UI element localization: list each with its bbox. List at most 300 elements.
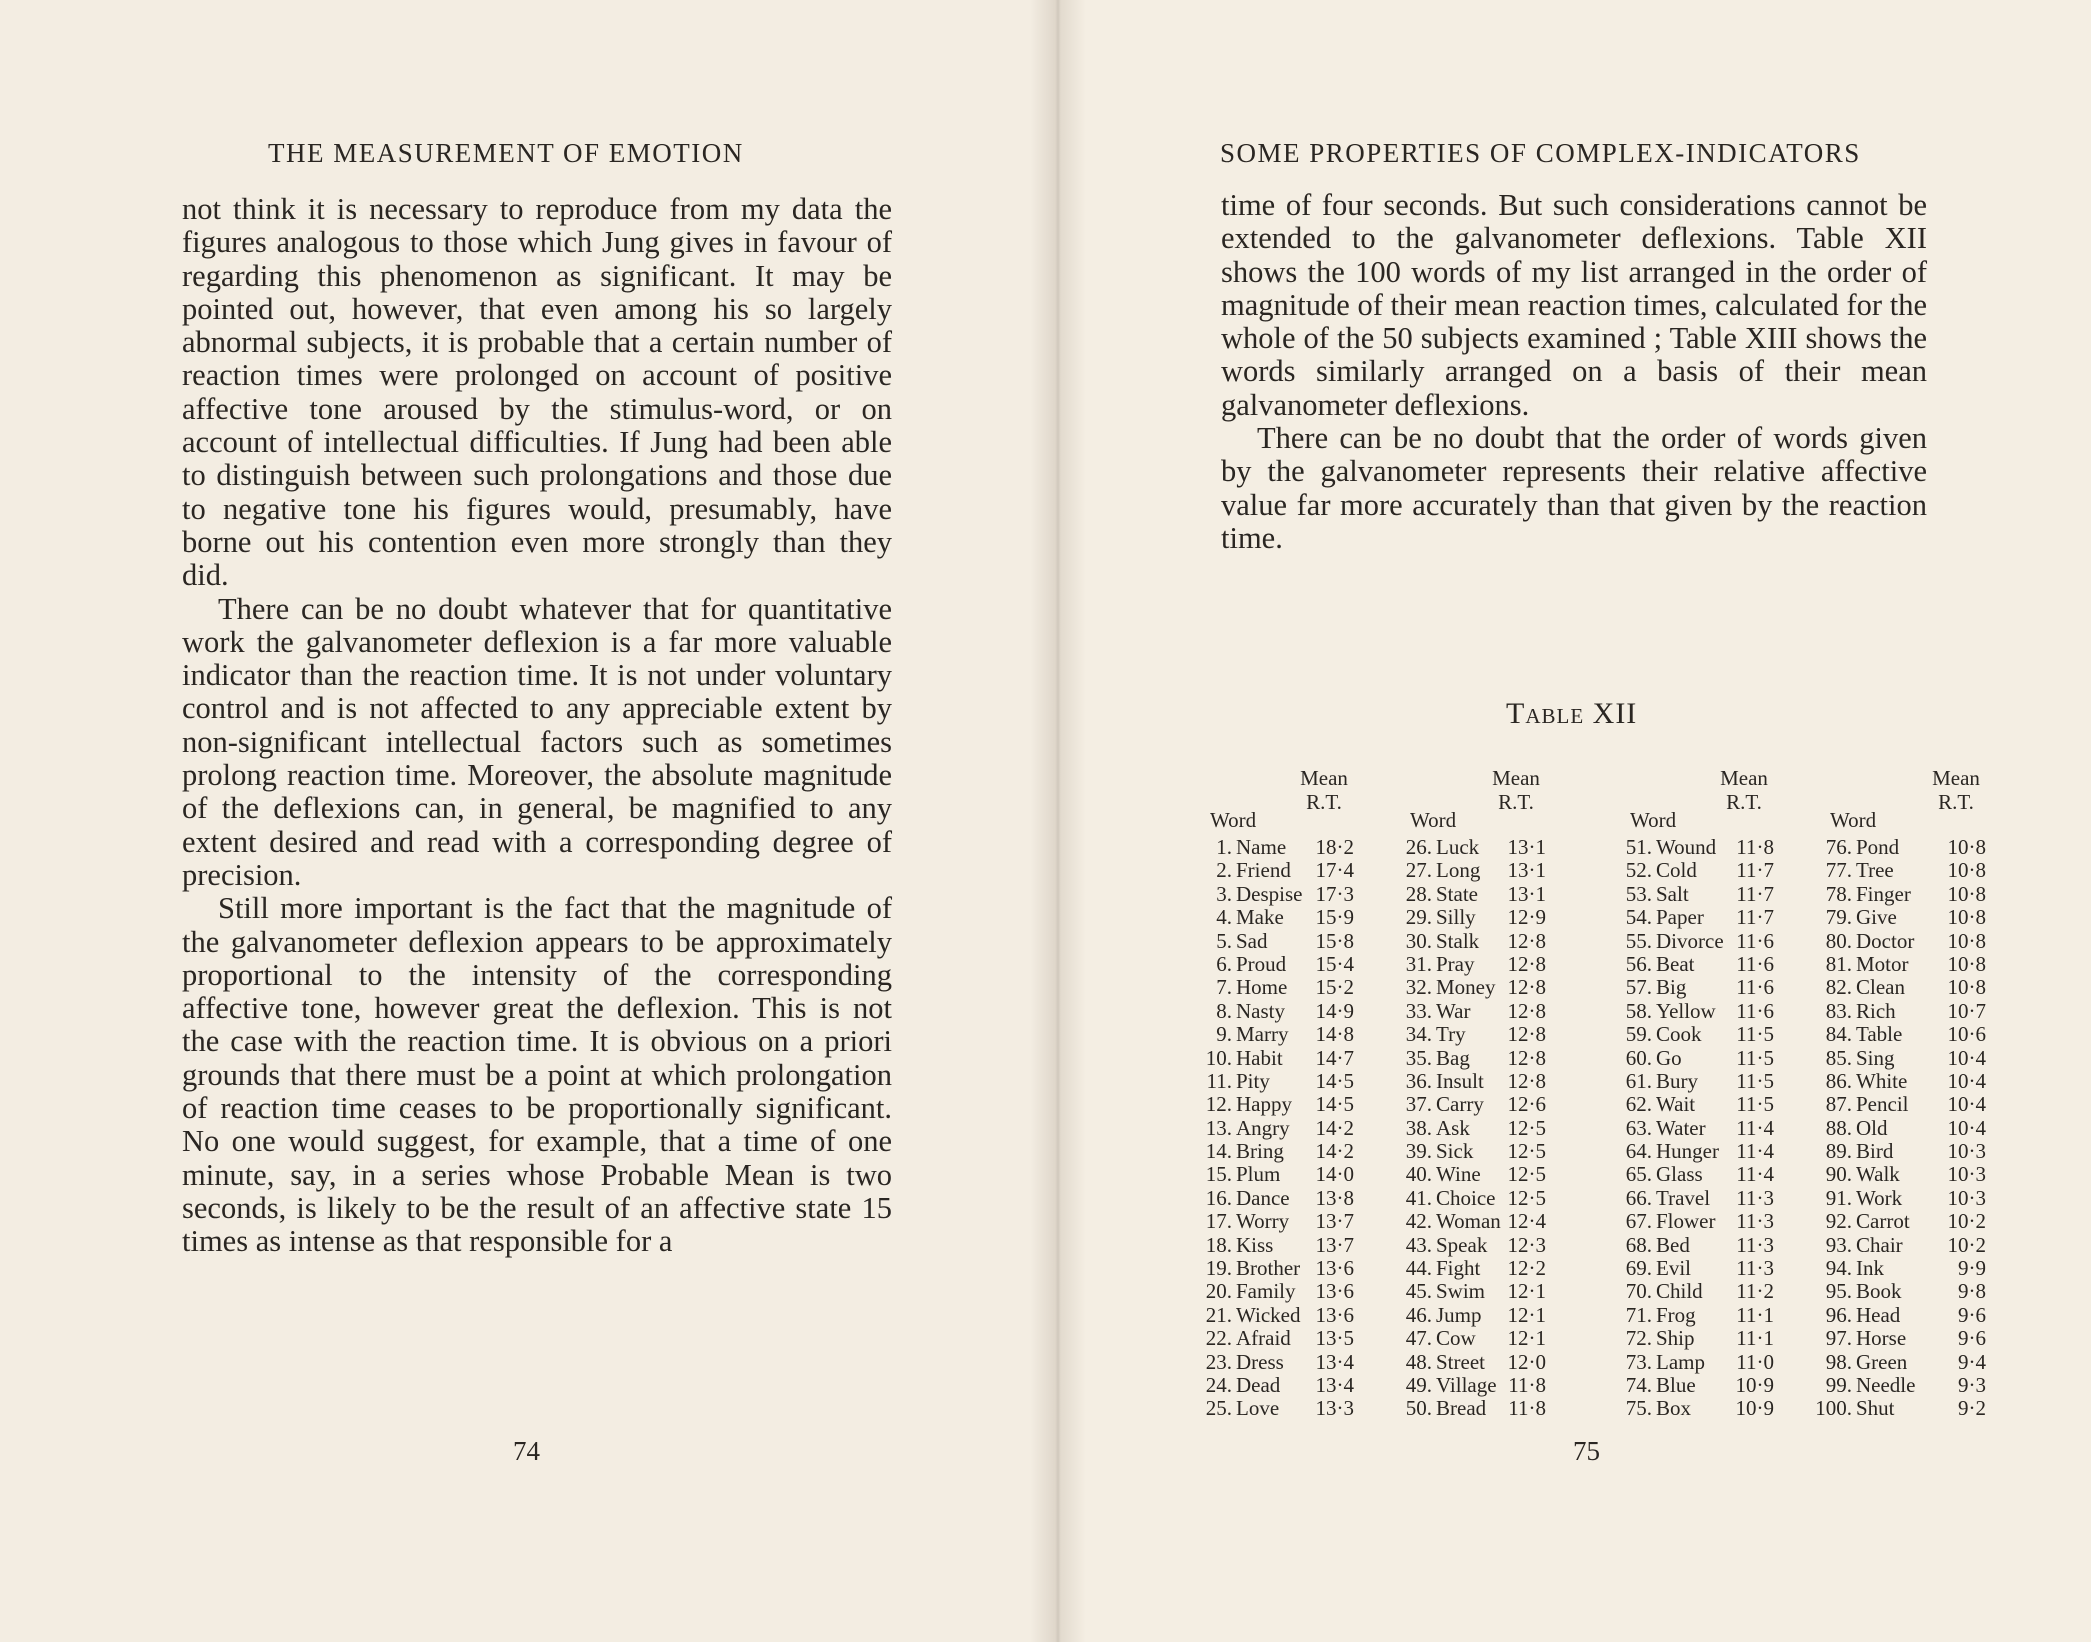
table-row [1800, 1000, 2010, 1023]
row-word: Family [1236, 1279, 1296, 1304]
table-row [1800, 1023, 2010, 1046]
row-number: 16. [1205, 1185, 1232, 1210]
row-mean-rt: 12·5 [1507, 1139, 1546, 1164]
row-number: 38. [1405, 1115, 1432, 1140]
row-word: Ink [1856, 1256, 1884, 1281]
row-word: Street [1436, 1349, 1485, 1374]
row-mean-rt: 9·4 [1958, 1349, 1986, 1374]
row-mean-rt: 10·3 [1947, 1139, 1986, 1164]
row-mean-rt: 11·3 [1736, 1185, 1774, 1210]
table-row [1800, 1093, 2010, 1116]
row-word: Beat [1656, 951, 1695, 976]
header-word: Word [1410, 808, 1457, 832]
row-mean-rt: 11·8 [1508, 1372, 1546, 1397]
row-mean-rt: 14·5 [1315, 1092, 1354, 1117]
row-word: Carry [1436, 1092, 1484, 1117]
row-number: 35. [1405, 1045, 1432, 1070]
left-paragraph-2: There can be no doubt whatever that for quantitative work the galvanometer deflexion is a far more valuable indicator than the reaction time. It is not under voluntary control and is not affected to any appreciable extent by non-significant intellectual factors such as sometimes prolong reaction time. Moreover, the absolute magnitude of the deflexions can, in general, be magnified to any extent desired and read with a corresponding degree of precision. [182, 591, 892, 892]
row-mean-rt: 14·8 [1315, 1022, 1354, 1047]
row-word: Dance [1236, 1185, 1290, 1210]
row-mean-rt: 14·5 [1315, 1068, 1354, 1093]
row-number: 53. [1625, 881, 1652, 906]
header-mean: Mean [1932, 766, 1980, 790]
row-mean-rt: 13·5 [1315, 1326, 1354, 1351]
row-word: Travel [1656, 1185, 1711, 1210]
row-number: 48. [1405, 1349, 1432, 1374]
row-word: Salt [1656, 881, 1689, 906]
row-mean-rt: 11·2 [1736, 1279, 1774, 1304]
row-mean-rt: 17·4 [1315, 858, 1354, 883]
header-mean: Mean [1492, 766, 1540, 790]
table-row [1180, 1304, 1390, 1327]
row-number: 66. [1625, 1185, 1652, 1210]
row-word: Table [1856, 1022, 1903, 1047]
row-word: Jump [1436, 1302, 1482, 1327]
row-mean-rt: 11·5 [1736, 1045, 1774, 1070]
row-word: Ask [1436, 1115, 1470, 1140]
header-rt: R.T. [1498, 790, 1534, 814]
row-mean-rt: 15·2 [1315, 975, 1354, 1000]
table-row [1800, 1210, 2010, 1233]
row-mean-rt: 10·4 [1947, 1045, 1986, 1070]
row-number: 78. [1825, 881, 1852, 906]
row-word: Choice [1436, 1185, 1496, 1210]
row-word: Bird [1856, 1139, 1894, 1164]
header-rt: R.T. [1306, 790, 1342, 814]
row-number: 33. [1405, 998, 1432, 1023]
left-paragraph-3: Still more important is the fact that the magnitude of the galvanometer deflexion appears to be approximately proportional to the intensity of the corresponding affective tone, however great the deflexion. This is not the case with the reaction time. It is obvious on a priori grounds that there must be a point at which prolongation of reaction time ceases to be proportionally significant. No one would suggest, for example, that a time of one minute, say, in a series whose Probable Mean is two seconds, is likely to be the result of an affective state 15 times as intense as that responsible for a [182, 891, 892, 1259]
row-number: 18. [1205, 1232, 1232, 1257]
table-row [1380, 1140, 1590, 1163]
row-word: State [1436, 881, 1478, 906]
row-word: Despise [1236, 881, 1303, 906]
table-row [1180, 1280, 1390, 1303]
row-mean-rt: 14·2 [1315, 1139, 1354, 1164]
row-mean-rt: 12·8 [1507, 998, 1546, 1023]
header-mean-rt [1714, 766, 1774, 814]
table-row [1380, 1374, 1590, 1397]
row-word: Marry [1236, 1022, 1289, 1047]
table-row [1600, 1187, 1810, 1210]
table-row [1380, 1023, 1590, 1046]
row-number: 5. [1216, 928, 1232, 953]
right-body-text [1221, 189, 1927, 555]
row-word: Bring [1236, 1139, 1284, 1164]
table-row [1180, 1257, 1390, 1280]
row-word: Speak [1436, 1232, 1488, 1257]
row-mean-rt: 14·2 [1315, 1115, 1354, 1140]
row-word: Finger [1856, 881, 1911, 906]
row-mean-rt: 12·5 [1507, 1185, 1546, 1210]
table-row [1380, 1047, 1590, 1070]
table-row [1380, 1093, 1590, 1116]
table-row [1800, 1163, 2010, 1186]
table-row [1180, 1397, 1390, 1420]
row-word: Rich [1856, 998, 1896, 1023]
row-number: 42. [1405, 1209, 1432, 1234]
row-word: Brother [1236, 1256, 1301, 1281]
row-word: Bread [1436, 1396, 1487, 1421]
table-row [1380, 906, 1590, 929]
row-number: 93. [1825, 1232, 1852, 1257]
table-rows [1380, 836, 1590, 1421]
left-paragraph-1: not think it is necessary to reproduce from my data the figures analogous to those which Jung gives in favour of regarding this phenomenon as significant. It may be pointed out, however, that even among his so largely abnormal subjects, it is probable that a certain number of reaction times were prolonged on account of positive affective tone aroused by the stimulus-word, or on account of intellectual difficulties. If Jung had been able to distinguish between such prolongations and those due to negative tone his figures would, presumably, have borne out his contention even more strongly than they did. [182, 192, 892, 593]
row-number: 96. [1825, 1302, 1852, 1327]
table-row [1800, 1304, 2010, 1327]
row-word: Angry [1236, 1115, 1290, 1140]
row-word: Cold [1656, 858, 1697, 883]
table-row [1800, 1234, 2010, 1257]
row-number: 27. [1405, 858, 1432, 883]
table-row [1380, 1187, 1590, 1210]
table-row [1380, 1070, 1590, 1093]
table-row [1600, 859, 1810, 882]
row-mean-rt: 11·7 [1736, 858, 1774, 883]
row-mean-rt: 10·3 [1947, 1162, 1986, 1187]
row-mean-rt: 11·6 [1736, 951, 1774, 976]
row-mean-rt: 9·6 [1958, 1302, 1986, 1327]
row-mean-rt: 11·3 [1736, 1256, 1774, 1281]
row-number: 54. [1625, 905, 1652, 930]
row-word: Pray [1436, 951, 1475, 976]
row-number: 15. [1205, 1162, 1232, 1187]
row-mean-rt: 18·2 [1315, 835, 1354, 859]
row-mean-rt: 12·8 [1507, 975, 1546, 1000]
row-word: Motor [1856, 951, 1909, 976]
row-mean-rt: 14·0 [1315, 1162, 1354, 1187]
table-row [1800, 953, 2010, 976]
table-row [1800, 906, 2010, 929]
row-mean-rt: 12·5 [1507, 1115, 1546, 1140]
row-mean-rt: 9·2 [1958, 1396, 1986, 1421]
row-word: Name [1236, 835, 1287, 859]
row-mean-rt: 15·9 [1315, 905, 1354, 930]
table-row [1800, 976, 2010, 999]
row-number: 6. [1216, 951, 1232, 976]
row-mean-rt: 12·8 [1507, 1022, 1546, 1047]
row-word: Paper [1656, 905, 1704, 930]
row-mean-rt: 9·9 [1958, 1256, 1986, 1281]
row-word: Head [1856, 1302, 1901, 1327]
row-word: Village [1436, 1372, 1497, 1397]
row-word: Tree [1856, 858, 1894, 883]
row-number: 34. [1405, 1022, 1432, 1047]
row-word: Frog [1656, 1302, 1696, 1327]
row-number: 88. [1825, 1115, 1852, 1140]
row-mean-rt: 13·3 [1315, 1396, 1354, 1421]
row-number: 52. [1625, 858, 1652, 883]
table-row [1180, 953, 1390, 976]
row-number: 26. [1405, 835, 1432, 859]
row-number: 37. [1405, 1092, 1432, 1117]
row-number: 64. [1625, 1139, 1652, 1164]
table-row [1600, 1023, 1810, 1046]
row-word: Bag [1436, 1045, 1470, 1070]
row-number: 55. [1625, 928, 1652, 953]
table-column-header [1600, 766, 1810, 836]
table-row [1800, 1187, 2010, 1210]
row-mean-rt: 12·0 [1507, 1349, 1546, 1374]
row-number: 4. [1216, 905, 1232, 930]
row-number: 71. [1625, 1302, 1652, 1327]
row-number: 49. [1405, 1372, 1432, 1397]
row-word: Shut [1856, 1396, 1895, 1421]
row-word: Cook [1656, 1022, 1702, 1047]
row-number: 1. [1216, 835, 1232, 859]
row-word: Friend [1236, 858, 1291, 883]
row-word: Worry [1236, 1209, 1290, 1234]
table-row [1600, 883, 1810, 906]
row-mean-rt: 10·8 [1947, 928, 1986, 953]
row-number: 40. [1405, 1162, 1432, 1187]
row-number: 90. [1825, 1162, 1852, 1187]
row-mean-rt: 14·9 [1315, 998, 1354, 1023]
row-number: 3. [1216, 881, 1232, 906]
table-row [1180, 1351, 1390, 1374]
table-row [1180, 930, 1390, 953]
row-number: 83. [1825, 998, 1852, 1023]
table-row [1380, 1234, 1590, 1257]
row-mean-rt: 11·3 [1736, 1232, 1774, 1257]
row-number: 85. [1825, 1045, 1852, 1070]
table-row [1180, 836, 1390, 859]
row-number: 84. [1825, 1022, 1852, 1047]
table-row [1180, 1023, 1390, 1046]
row-word: Divorce [1656, 928, 1724, 953]
header-mean-rt [1926, 766, 1986, 814]
table-row [1600, 1257, 1810, 1280]
row-word: Sick [1436, 1139, 1474, 1164]
table-row [1180, 1117, 1390, 1140]
row-word: Hunger [1656, 1139, 1719, 1164]
row-mean-rt: 11·1 [1736, 1302, 1774, 1327]
table-row [1380, 1210, 1590, 1233]
row-number: 19. [1205, 1256, 1232, 1281]
row-mean-rt: 10·8 [1947, 951, 1986, 976]
row-word: Proud [1236, 951, 1287, 976]
row-number: 91. [1825, 1185, 1852, 1210]
table-row [1380, 930, 1590, 953]
row-mean-rt: 13·4 [1315, 1372, 1354, 1397]
row-mean-rt: 11·8 [1736, 835, 1774, 859]
row-mean-rt: 15·8 [1315, 928, 1354, 953]
row-number: 2. [1216, 858, 1232, 883]
table-rows [1600, 836, 1810, 1421]
table-row [1600, 1140, 1810, 1163]
table-row [1380, 1163, 1590, 1186]
row-word: Home [1236, 975, 1288, 1000]
row-word: Silly [1436, 905, 1476, 930]
table-row [1600, 1210, 1810, 1233]
table-title: Table XII [1506, 697, 1638, 730]
row-mean-rt: 10·4 [1947, 1115, 1986, 1140]
row-mean-rt: 10·8 [1947, 975, 1986, 1000]
row-number: 70. [1625, 1279, 1652, 1304]
table-row [1180, 1374, 1390, 1397]
row-number: 81. [1825, 951, 1852, 976]
row-word: Try [1436, 1022, 1466, 1047]
header-word: Word [1830, 808, 1877, 832]
right-running-head: SOME PROPERTIES OF COMPLEX-INDICATORS [1220, 138, 1861, 168]
table-row [1180, 1140, 1390, 1163]
row-mean-rt: 13·8 [1315, 1185, 1354, 1210]
row-word: Pity [1236, 1068, 1270, 1093]
table-row [1600, 1070, 1810, 1093]
row-number: 43. [1405, 1232, 1432, 1257]
table-column-header [1180, 766, 1390, 836]
row-number: 73. [1625, 1349, 1652, 1374]
row-mean-rt: 11·8 [1508, 1396, 1546, 1421]
row-mean-rt: 10·8 [1947, 905, 1986, 930]
row-word: Lamp [1656, 1349, 1705, 1374]
row-number: 75. [1625, 1396, 1652, 1421]
table-row [1600, 1234, 1810, 1257]
book-gutter [1030, 0, 1086, 1642]
row-word: Pond [1856, 835, 1900, 859]
row-mean-rt: 13·1 [1507, 858, 1546, 883]
table-row [1800, 930, 2010, 953]
row-word: Nasty [1236, 998, 1285, 1023]
row-number: 98. [1825, 1349, 1852, 1374]
row-mean-rt: 12·1 [1507, 1279, 1546, 1304]
row-word: Fight [1436, 1256, 1481, 1281]
row-number: 58. [1625, 998, 1652, 1023]
row-number: 99. [1825, 1372, 1852, 1397]
row-number: 21. [1205, 1302, 1232, 1327]
row-mean-rt: 11·5 [1736, 1022, 1774, 1047]
row-mean-rt: 12·9 [1507, 905, 1546, 930]
row-word: Money [1436, 975, 1496, 1000]
table-row [1180, 1234, 1390, 1257]
table-row [1600, 976, 1810, 999]
row-number: 82. [1825, 975, 1852, 1000]
table-column-1 [1180, 766, 1390, 1421]
row-mean-rt: 11·4 [1736, 1139, 1774, 1164]
row-mean-rt: 10·2 [1947, 1232, 1986, 1257]
row-number: 72. [1625, 1326, 1652, 1351]
row-number: 56. [1625, 951, 1652, 976]
row-mean-rt: 14·7 [1315, 1045, 1354, 1070]
row-mean-rt: 10·6 [1947, 1022, 1986, 1047]
row-mean-rt: 12·6 [1507, 1092, 1546, 1117]
row-number: 59. [1625, 1022, 1652, 1047]
table-row [1180, 1000, 1390, 1023]
row-word: Glass [1656, 1162, 1703, 1187]
table-row [1800, 1140, 2010, 1163]
row-mean-rt: 11·7 [1736, 881, 1774, 906]
table-row [1800, 1327, 2010, 1350]
row-number: 80. [1825, 928, 1852, 953]
row-number: 17. [1205, 1209, 1232, 1234]
row-mean-rt: 11·4 [1736, 1162, 1774, 1187]
table-row [1380, 976, 1590, 999]
header-mean-rt [1294, 766, 1354, 814]
row-word: Horse [1856, 1326, 1907, 1351]
row-word: Pencil [1856, 1092, 1909, 1117]
row-number: 12. [1205, 1092, 1232, 1117]
table-row [1380, 883, 1590, 906]
right-paragraph-2: There can be no doubt that the order of words given by the galvanometer represents their relative affective value far more accurately than that given by the reaction time. [1221, 421, 1927, 555]
row-number: 86. [1825, 1068, 1852, 1093]
row-number: 76. [1825, 835, 1852, 859]
table-row [1800, 1257, 2010, 1280]
row-word: Box [1656, 1396, 1692, 1421]
table-row [1600, 906, 1810, 929]
table-row [1380, 953, 1590, 976]
row-word: Water [1656, 1115, 1706, 1140]
row-mean-rt: 12·1 [1507, 1326, 1546, 1351]
row-number: 30. [1405, 928, 1432, 953]
row-mean-rt: 13·1 [1507, 835, 1546, 859]
row-word: Child [1656, 1279, 1703, 1304]
table-row [1800, 1070, 2010, 1093]
row-number: 13. [1205, 1115, 1232, 1140]
table-row [1600, 1280, 1810, 1303]
row-number: 20. [1205, 1279, 1232, 1304]
row-mean-rt: 9·3 [1958, 1372, 1986, 1397]
row-mean-rt: 12·2 [1507, 1256, 1546, 1281]
table-row [1600, 1327, 1810, 1350]
table-row [1800, 859, 2010, 882]
row-number: 45. [1405, 1279, 1432, 1304]
row-word: Yellow [1656, 998, 1716, 1023]
row-mean-rt: 13·4 [1315, 1349, 1354, 1374]
row-mean-rt: 10·8 [1947, 881, 1986, 906]
row-mean-rt: 10·9 [1735, 1396, 1774, 1421]
row-number: 29. [1405, 905, 1432, 930]
row-word: White [1856, 1068, 1908, 1093]
row-word: War [1436, 998, 1471, 1023]
row-mean-rt: 11·0 [1736, 1349, 1774, 1374]
row-word: Woman [1436, 1209, 1501, 1234]
row-number: 67. [1625, 1209, 1652, 1234]
row-mean-rt: 10·3 [1947, 1185, 1986, 1210]
row-number: 46. [1405, 1302, 1432, 1327]
table-row [1380, 1304, 1590, 1327]
row-word: Insult [1436, 1068, 1484, 1093]
row-number: 44. [1405, 1256, 1432, 1281]
row-number: 62. [1625, 1092, 1652, 1117]
table-row [1180, 859, 1390, 882]
table-row [1180, 1187, 1390, 1210]
row-word: Happy [1236, 1092, 1292, 1117]
row-word: Walk [1856, 1162, 1900, 1187]
row-word: Big [1656, 975, 1687, 1000]
header-mean: Mean [1720, 766, 1768, 790]
row-word: Habit [1236, 1045, 1283, 1070]
row-number: 63. [1625, 1115, 1652, 1140]
row-number: 89. [1825, 1139, 1852, 1164]
table-rows [1800, 836, 2010, 1421]
table-row [1180, 1210, 1390, 1233]
table-column-3 [1600, 766, 1810, 1421]
right-paragraph-1: time of four seconds. But such considerations cannot be extended to the galvanometer deflexions. Table XII shows the 100 words of my list arranged in the order of magnitude of their mean reaction times, calculated for the whole of the 50 subjects examined ; Table XIII shows the words similarly arranged on a basis of their mean galvanometer deflexions. [1221, 188, 1927, 422]
row-word: Work [1856, 1185, 1903, 1210]
row-mean-rt: 13·1 [1507, 881, 1546, 906]
table-row [1800, 1047, 2010, 1070]
table-row [1380, 836, 1590, 859]
row-number: 92. [1825, 1209, 1852, 1234]
row-word: Green [1856, 1349, 1908, 1374]
row-mean-rt: 13·6 [1315, 1279, 1354, 1304]
row-number: 65. [1625, 1162, 1652, 1187]
row-mean-rt: 12·5 [1507, 1162, 1546, 1187]
table-row [1380, 1257, 1590, 1280]
row-number: 23. [1205, 1349, 1232, 1374]
word-table [1180, 766, 2000, 1436]
table-row [1600, 930, 1810, 953]
table-row [1800, 1351, 2010, 1374]
